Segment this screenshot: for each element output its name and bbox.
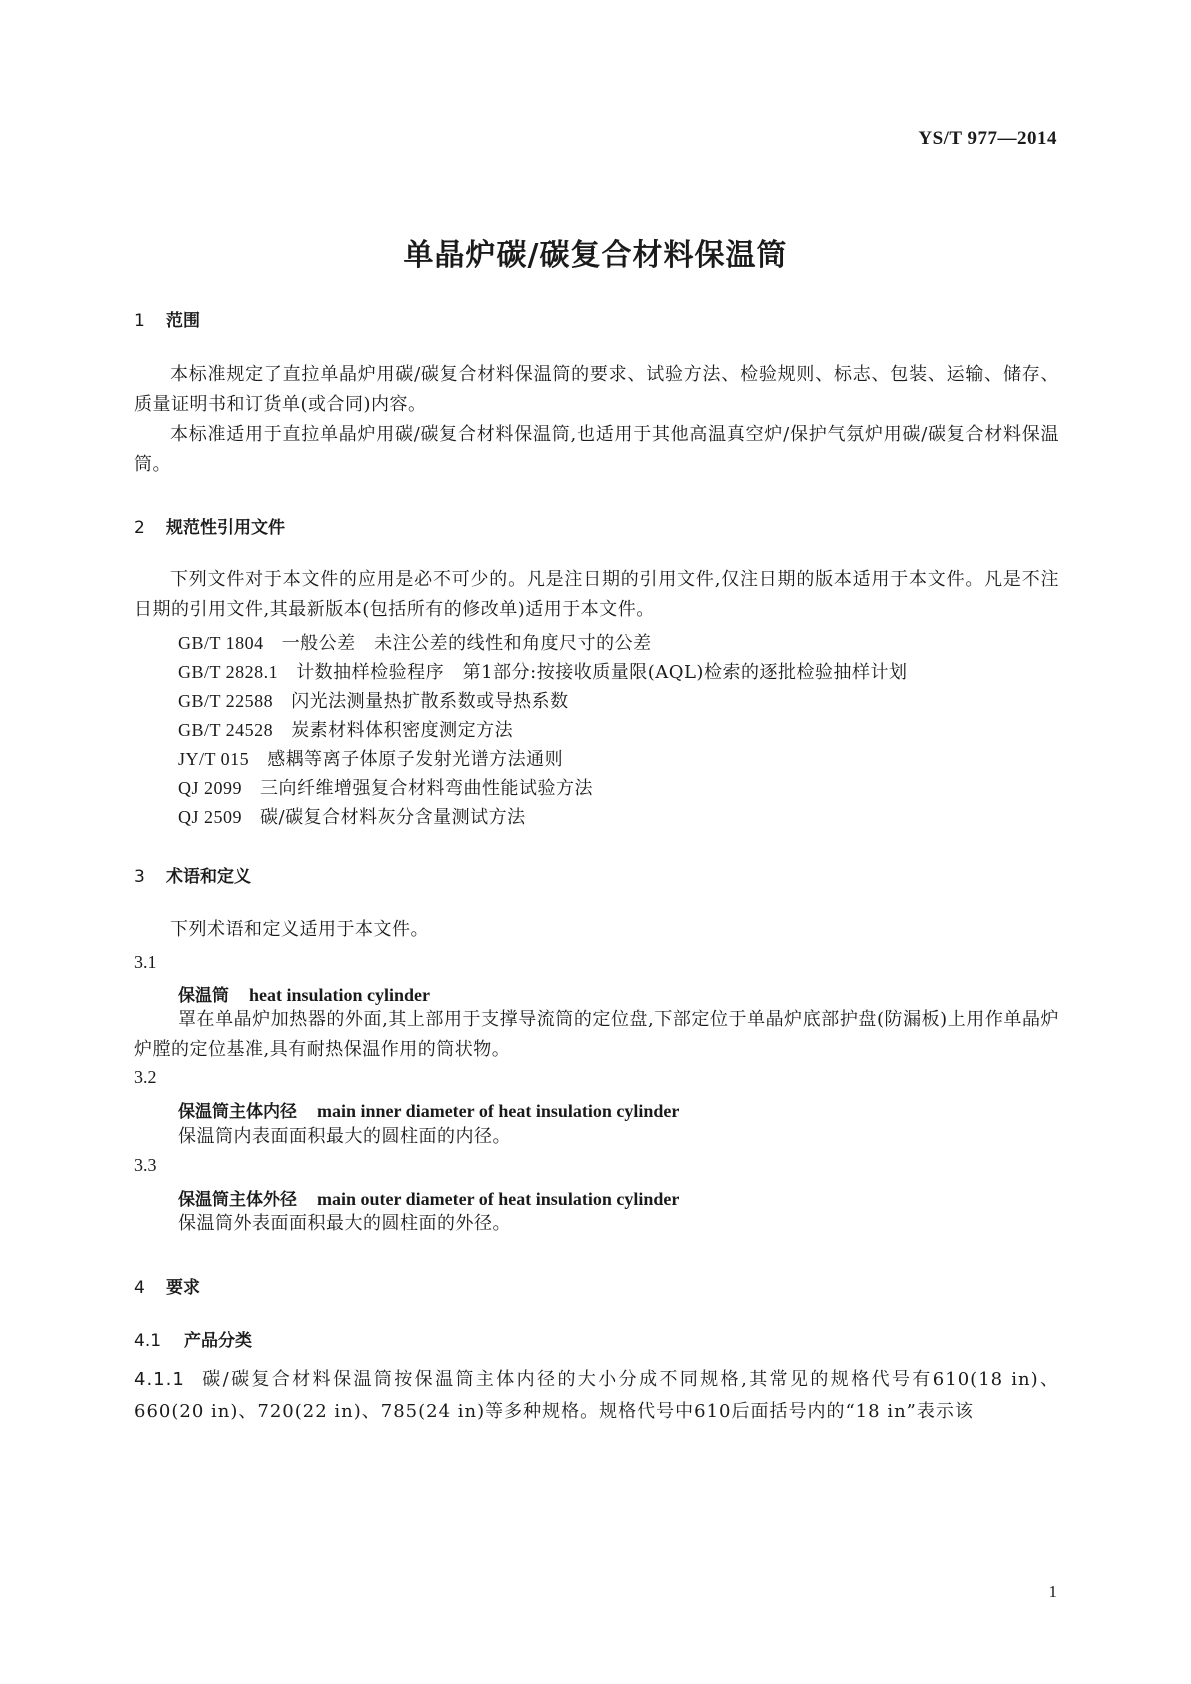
subsection-title: 产品分类 [184,1331,252,1351]
term-definition: 罩在单晶炉加热器的外面,其上部用于支撑导流筒的定位盘,下部定位于单晶炉底部护盘(防漏板)上用作单晶炉炉膛的定位基准,具有耐热保温作用的筒状物。 [134,1009,1059,1060]
reference-code: GB/T 1804 [178,633,264,653]
reference-title: 计数抽样检验程序 第1部分:按接收质量限(AQL)检索的逐批检验抽样计划 [296,662,908,683]
term-chinese: 保温筒 [178,986,229,1006]
reference-item [178,745,563,771]
page-number: 1 [1048,1582,1057,1601]
reference-item [178,716,513,742]
clause-4-1-1 [134,1364,1059,1428]
section-number: 4 [134,1278,145,1298]
section-title: 范围 [166,311,200,331]
clause-number: 4.1.1 [134,1369,185,1390]
section-title: 要求 [166,1278,200,1298]
section-3-heading [134,862,251,887]
section-2-heading [134,513,285,538]
reference-code: GB/T 24528 [178,720,274,740]
terms-intro: 下列术语和定义适用于本文件。 [170,919,429,940]
term-heading [178,1185,679,1210]
references-intro: 下列文件对于本文件的应用是必不可少的。凡是注日期的引用文件,仅注日期的版本适用于本文件。凡是不注日期的引用文件,其最新版本(包括所有的修改单)适用于本文件。 [134,569,1059,620]
term-number: 3.3 [134,1155,157,1175]
term-chinese: 保温筒主体内径 [178,1102,297,1122]
section-4-heading [134,1273,200,1298]
reference-code: GB/T 2828.1 [178,662,279,682]
term-definition: 保温筒外表面面积最大的圆柱面的外径。 [178,1213,511,1234]
document-title: 单晶炉碳/碳复合材料保温筒 [403,238,788,273]
reference-title: 一般公差 未注公差的线性和角度尺寸的公差 [281,633,652,654]
clause-text: 碳/碳复合材料保温筒按保温筒主体内径的大小分成不同规格,其常见的规格代号有610(18 in)、660(20 in)、720(22 in)、785(24 in)等多种规格。规格代号中610后面括号内的“18 in”表示该 [134,1369,1059,1422]
term-english: main inner diameter of heat insulation cylinder [317,1101,680,1121]
scope-paragraph-1: 本标准规定了直拉单晶炉用碳/碳复合材料保温筒的要求、试验方法、检验规则、标志、包装、运输、储存、质量证明书和订货单(或合同)内容。 [134,364,1059,415]
section-number: 1 [134,311,145,331]
reference-code: GB/T 22588 [178,691,274,711]
reference-title: 闪光法测量热扩散系数或导热系数 [291,691,569,712]
section-title: 规范性引用文件 [166,518,285,538]
scope-paragraph-2: 本标准适用于直拉单晶炉用碳/碳复合材料保温筒,也适用于其他高温真空炉/保护气氛炉用碳/碳复合材料保温筒。 [134,424,1059,475]
reference-item [178,774,593,800]
term-english: main outer diameter of heat insulation cylinder [317,1189,680,1209]
subsection-number: 4.1 [134,1331,162,1351]
reference-title: 炭素材料体积密度测定方法 [291,720,514,741]
section-number: 2 [134,518,145,538]
term-definition: 保温筒内表面面积最大的圆柱面的内径。 [178,1126,511,1147]
reference-title: 碳/碳复合材料灰分含量测试方法 [260,807,526,828]
reference-title: 感耦等离子体原子发射光谱方法通则 [267,749,564,770]
section-number: 3 [134,867,145,887]
reference-item [178,629,652,655]
term-heading [178,981,430,1006]
term-chinese: 保温筒主体外径 [178,1190,297,1210]
term-heading [178,1097,679,1122]
term-english: heat insulation cylinder [249,985,431,1005]
reference-code: JY/T 015 [178,749,250,769]
reference-code: QJ 2099 [178,778,243,798]
section-1-heading [134,306,200,331]
reference-item [178,687,569,713]
term-number: 3.1 [134,952,157,972]
standard-code: YS/T 977—2014 [918,128,1057,149]
subsection-4-1-heading [134,1326,252,1351]
section-title: 术语和定义 [166,867,251,887]
reference-code: QJ 2509 [178,807,243,827]
reference-title: 三向纤维增强复合材料弯曲性能试验方法 [260,778,594,799]
reference-item [178,658,907,684]
reference-item [178,803,526,829]
term-number: 3.2 [134,1067,157,1087]
